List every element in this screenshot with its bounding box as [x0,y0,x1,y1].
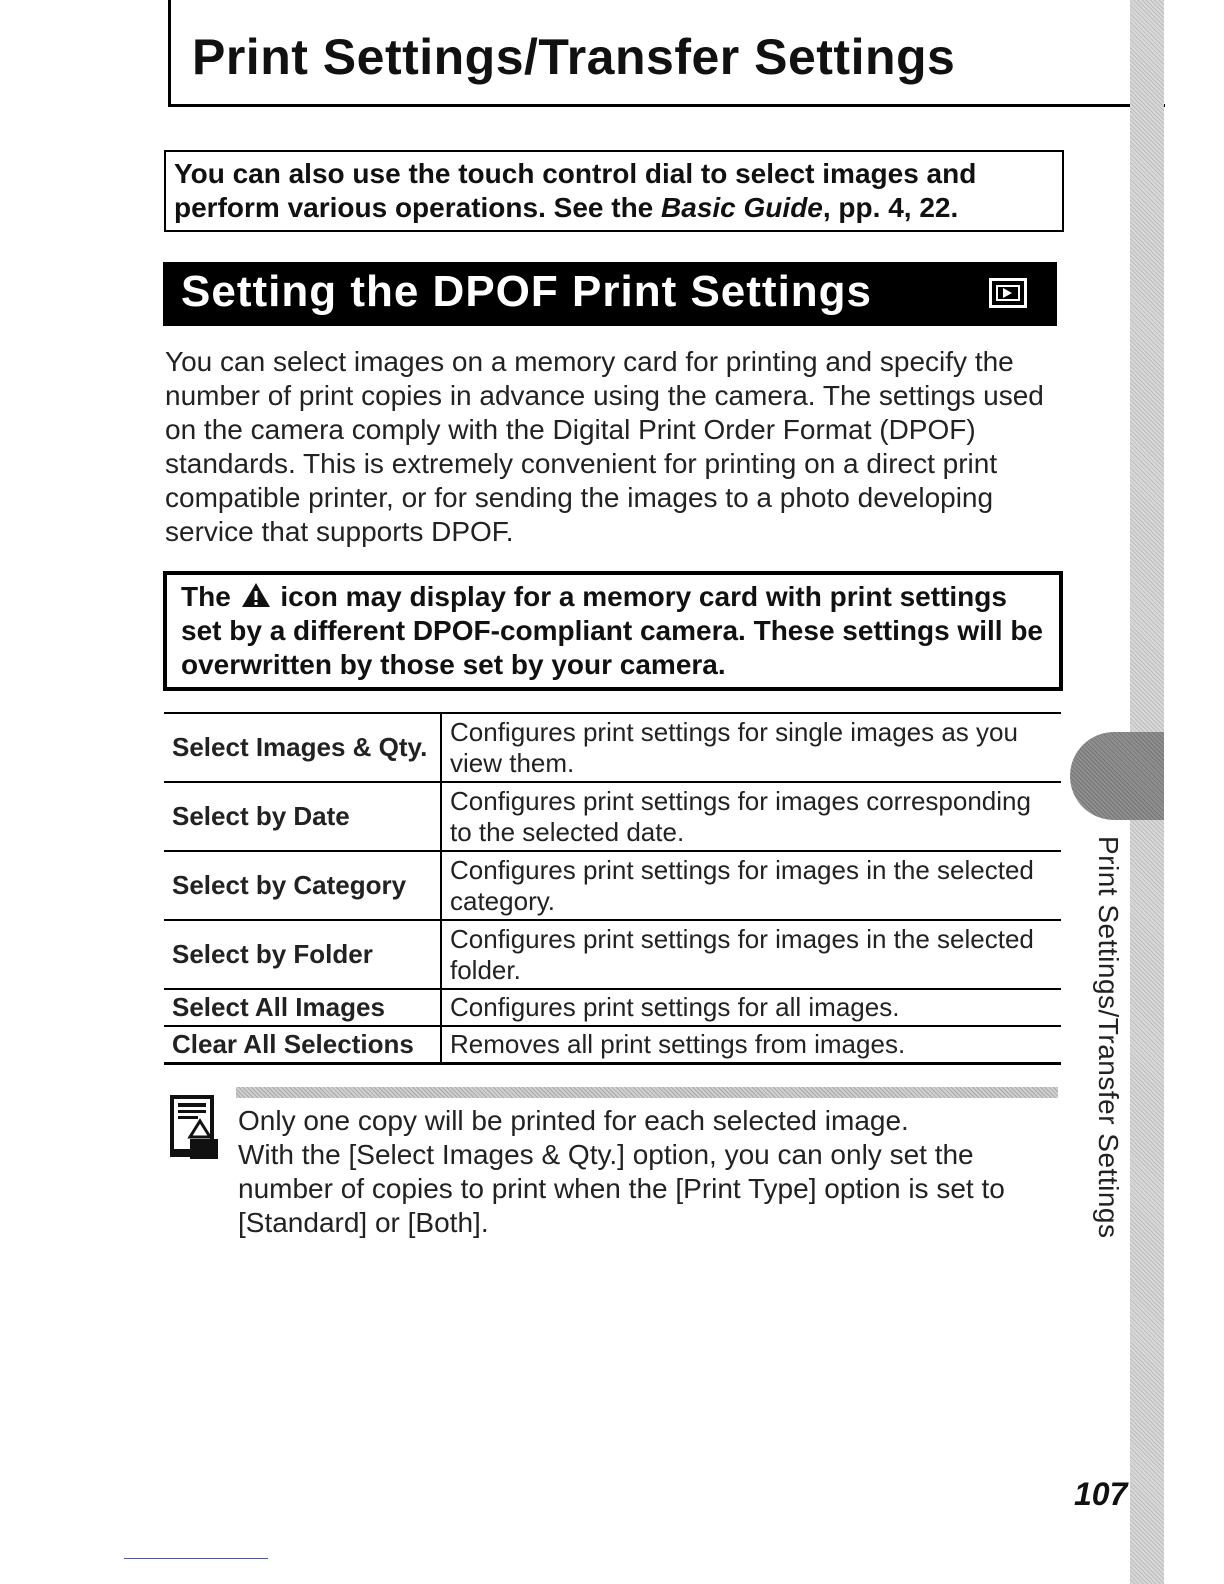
table-row [164,920,1061,989]
section-banner [163,262,1057,326]
intro-paragraph: You can select images on a memory card for printing and specify the number of print copies in advance using the camera. The settings used on the camera comply with the Digital Print Order Format (DPOF) standards. This is extremely convenient for printing on a direct print compatible printer, or for sending the images to a photo developing service that supports DPOF. [165,346,1044,547]
options-table [164,712,1061,1065]
option-name: Select Images & Qty. [164,713,441,782]
option-name: Select by Folder [164,920,441,989]
warning-triangle-icon [241,582,271,608]
page-title: Print Settings/Transfer Settings [192,29,956,85]
note-text-2: , pp. 4, 22. [822,192,959,223]
memo-text [238,1104,1058,1240]
warning-text-after: icon may display for a memory card with print settings set by a different DPOF-compliant camera. These settings will be overwritten by those set by your camera. [181,581,1043,680]
warning-box [163,571,1063,691]
warning-text-before: The [181,581,231,612]
option-description: Removes all print settings from images. [441,1026,1061,1064]
chapter-thumb-tab [1070,732,1164,820]
option-description: Configures print settings for images in the selected category. [441,851,1061,920]
note-book-title: Basic Guide [661,192,823,223]
table-row [164,851,1061,920]
option-name: Select by Category [164,851,441,920]
option-description: Configures print settings for images corresponding to the selected date. [441,782,1061,851]
option-name: Clear All Selections [164,1026,441,1064]
option-description: Configures print settings for single images as you view them. [441,713,1061,782]
footer-rule [124,1558,268,1559]
table-row [164,782,1061,851]
option-name: Select All Images [164,989,441,1026]
memo-divider [236,1087,1058,1098]
note-box [164,150,1064,232]
memo-line: With the [Select Images & Qty.] option, you can only set the number of copies to print when the [Print Type] option is set to [Standard] or [Both]. [238,1139,1005,1238]
option-description: Configures print settings for all images. [441,989,1061,1026]
side-tab-label: Print Settings/Transfer Settings [1093,836,1124,1239]
memo-line: Only one copy will be printed for each selected image. [238,1105,909,1136]
playback-mode-icon [989,278,1027,308]
table-row [164,713,1061,782]
option-description: Configures print settings for images in the selected folder. [441,920,1061,989]
memo-note-icon [170,1095,220,1161]
option-name: Select by Date [164,782,441,851]
note-text-1: You can also use the touch control dial to select images and perform various operations. See the [174,158,977,223]
section-title: Setting the DPOF Print Settings [181,267,873,316]
table-row [164,989,1061,1026]
table-row [164,1026,1061,1064]
page-number: 107 [1074,1476,1128,1512]
